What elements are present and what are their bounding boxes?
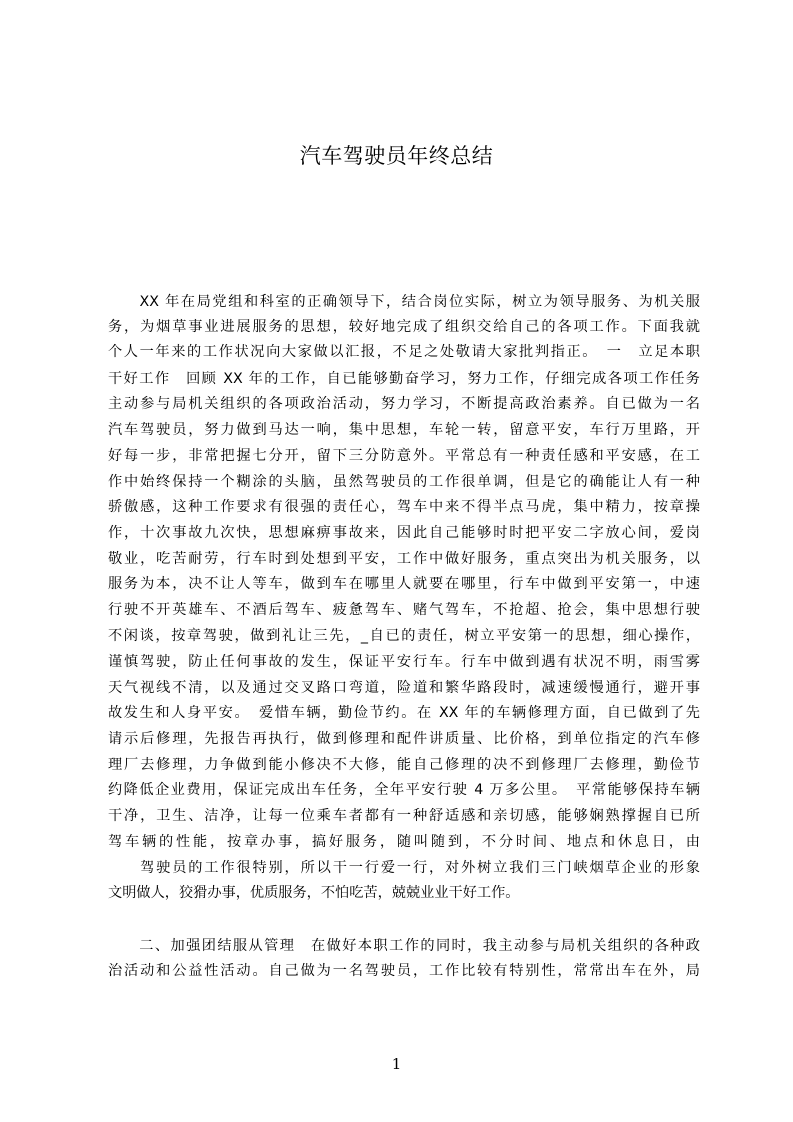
paragraph-line: 驾车辆的性能，按章办事，搞好服务，随叫随到，不分时间、地点和休息日，由 (108, 834, 700, 850)
paragraph-line: 文明做人，狡猾办事，优质服务，不怕吃苦，兢兢业业干好工作。 (108, 885, 520, 901)
paragraph-line: 驾驶员的工作很特别，所以干一行爱一行，对外树立我们三门峡烟草企业的形象 (108, 860, 700, 876)
paragraph-line: 治活动和公益性活动。自己做为一名驾驶员，工作比较有特别性，常常出车在外，局 (108, 963, 700, 979)
paragraph-line: 行驶不开英雄车、不酒后驾车、疲惫驾车、赌气驾车，不抢超、抢会，集中思想行驶 (108, 602, 700, 618)
paragraph-line: 个人一年来的工作状况向大家做以汇报，不足之处敬请大家批判指正。 一 立足本职 (108, 344, 700, 360)
paragraph-line: 故发生和人身平安。 爱惜车辆，勤俭节约。在 XX 年的车辆修理方面，自已做到了先 (108, 705, 700, 721)
paragraph-line: 天气视线不清，以及通过交叉路口弯道，险道和繁华路段时，减速缓慢通行，避开事 (108, 680, 700, 696)
paragraph-line: 不闲谈，按章驾驶，做到礼让三先，_自已的责任，树立平安第一的思想，细心操作， (108, 628, 700, 644)
paragraph-line: 作中始终保持一个糊涂的头脑，虽然驾驶员的工作很单调，但是它的确能让人有一种 (108, 474, 700, 490)
paragraph-line: 骄傲感，这种工作要求有很强的责任心，驾车中来不得半点马虎，集中精力，按章操 (108, 499, 700, 515)
paragraph-line: 约降低企业费用，保证完成出车任务，全年平安行驶 4 万多公里。 平常能够保持车辆 (108, 782, 700, 798)
paragraph-line: 务，为烟草事业进展服务的思想，较好地完成了组织交给自己的各项工作。下面我就 (108, 319, 700, 335)
paragraph-line: 作，十次事故九次快，思想麻痹事故来，因此自己能够时时把平安二字放心间，爱岗 (108, 525, 700, 541)
paragraph-line: 谨慎驾驶，防止任何事故的发生，保证平安行车。行车中做到遇有状况不明，雨雪雾 (108, 654, 700, 670)
document-title: 汽车驾驶员年终总结 (299, 144, 494, 168)
paragraph-line: 理厂去修理，力争做到能小修决不大修，能自己修理的决不到修理厂去修理，勤俭节 (108, 757, 700, 773)
paragraph-line: 二、加强团结服从管理 在做好本职工作的同时，我主动参与局机关组织的各种政 (108, 938, 700, 954)
paragraph-line: 服务为本，决不让人等车，做到车在哪里人就要在哪里，行车中做到平安第一，中速 (108, 576, 700, 592)
paragraph-line: 请示后修理，先报告再执行，做到修理和配件讲质量、比价格，到单位指定的汽车修 (108, 731, 700, 747)
paragraph-line: 敬业，吃苦耐劳，行车时到处想到平安，工作中做好服务，重点突出为机关服务，以 (108, 551, 700, 567)
paragraph-line: 主动参与局机关组织的各项政治活动，努力学习，不断提高政治素养。自已做为一名 (108, 396, 700, 412)
paragraph-line: 汽车驾驶员，努力做到马达一响，集中思想，车轮一转，留意平安，车行万里路，开 (108, 422, 700, 438)
paragraph-line: 好每一步，非常把握七分开，留下三分防意外。平常总有一种责任感和平安感，在工 (108, 448, 700, 464)
paragraph-line: 干好工作 回顾 XX 年的工作，自已能够勤奋学习，努力工作，仔细完成各项工作任务 (108, 371, 700, 387)
paragraph-line: 干净，卫生、洁净，让每一位乘车者都有一种舒适感和亲切感，能够娴熟撑握自已所 (108, 808, 700, 824)
paragraph-line: XX 年在局党组和科室的正确领导下，结合岗位实际，树立为领导服务、为机关服 (108, 294, 700, 310)
page-number: 1 (391, 1055, 402, 1073)
